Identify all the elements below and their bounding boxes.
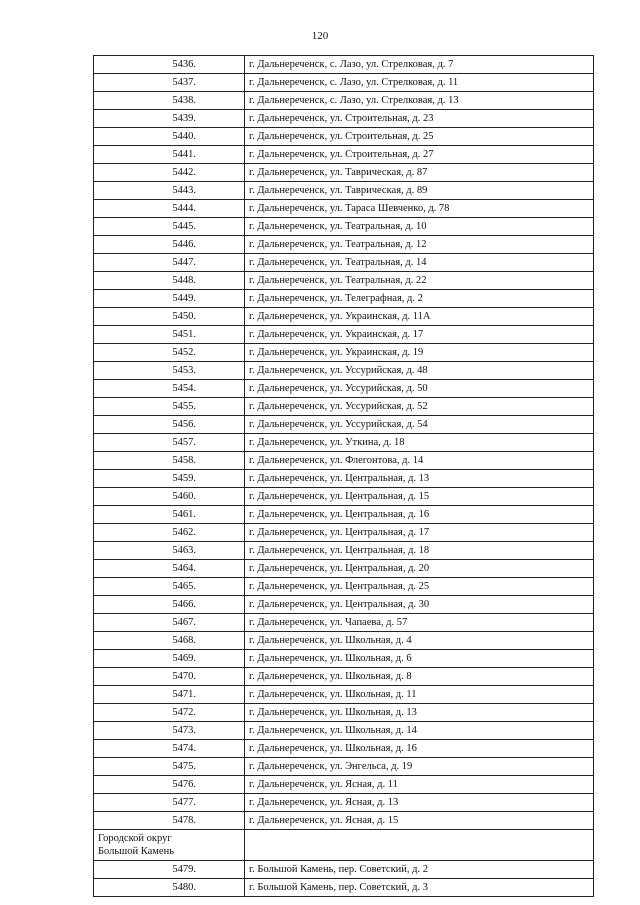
table-row	[94, 632, 594, 650]
row-address: г. Дальнереченск, ул. Строительная, д. 27	[245, 146, 594, 164]
row-number: 5458.	[94, 452, 245, 470]
section-row	[94, 830, 594, 861]
row-number: 5477.	[94, 794, 245, 812]
row-address: г. Дальнереченск, ул. Тараса Шевченко, д. 78	[245, 200, 594, 218]
table-row	[94, 506, 594, 524]
row-number: 5449.	[94, 290, 245, 308]
table-row	[94, 794, 594, 812]
table-row	[94, 254, 594, 272]
table-row	[94, 200, 594, 218]
row-address: г. Дальнереченск, ул. Школьная, д. 11	[245, 686, 594, 704]
table-row	[94, 164, 594, 182]
row-address: г. Дальнереченск, ул. Таврическая, д. 89	[245, 182, 594, 200]
row-address: г. Дальнереченск, ул. Телеграфная, д. 2	[245, 290, 594, 308]
row-number: 5456.	[94, 416, 245, 434]
row-address: г. Дальнереченск, ул. Школьная, д. 6	[245, 650, 594, 668]
row-number: 5443.	[94, 182, 245, 200]
row-number: 5479.	[94, 861, 245, 879]
row-address: г. Дальнереченск, ул. Центральная, д. 20	[245, 560, 594, 578]
table-row	[94, 861, 594, 879]
row-address: г. Дальнереченск, ул. Школьная, д. 16	[245, 740, 594, 758]
table-row	[94, 704, 594, 722]
row-number: 5451.	[94, 326, 245, 344]
table-row	[94, 74, 594, 92]
row-address: г. Дальнереченск, ул. Уссурийская, д. 48	[245, 362, 594, 380]
table-row	[94, 362, 594, 380]
row-address: г. Дальнереченск, ул. Центральная, д. 15	[245, 488, 594, 506]
row-address: г. Большой Камень, пер. Советский, д. 2	[245, 861, 594, 879]
row-address: г. Дальнереченск, ул. Ясная, д. 15	[245, 812, 594, 830]
row-number: 5480.	[94, 879, 245, 897]
row-number: 5469.	[94, 650, 245, 668]
table-row	[94, 146, 594, 164]
row-number: 5459.	[94, 470, 245, 488]
row-address: г. Дальнереченск, с. Лазо, ул. Стрелковая, д. 11	[245, 74, 594, 92]
row-number: 5444.	[94, 200, 245, 218]
row-address: г. Дальнереченск, ул. Ясная, д. 13	[245, 794, 594, 812]
row-address: г. Дальнереченск, ул. Чапаева, д. 57	[245, 614, 594, 632]
row-address: г. Дальнереченск, ул. Школьная, д. 14	[245, 722, 594, 740]
row-address: г. Дальнереченск, ул. Школьная, д. 13	[245, 704, 594, 722]
row-address: г. Дальнереченск, ул. Театральная, д. 22	[245, 272, 594, 290]
row-address: г. Дальнереченск, ул. Школьная, д. 4	[245, 632, 594, 650]
row-address: г. Дальнереченск, ул. Театральная, д. 10	[245, 218, 594, 236]
row-address: г. Дальнереченск, ул. Строительная, д. 25	[245, 128, 594, 146]
table-row	[94, 92, 594, 110]
table-row	[94, 668, 594, 686]
table-row	[94, 236, 594, 254]
row-number: 5476.	[94, 776, 245, 794]
row-number: 5454.	[94, 380, 245, 398]
table-row	[94, 434, 594, 452]
table-row	[94, 542, 594, 560]
table-row	[94, 488, 594, 506]
row-address: г. Дальнереченск, ул. Украинская, д. 17	[245, 326, 594, 344]
table-row	[94, 614, 594, 632]
row-address: г. Большой Камень, пер. Советский, д. 3	[245, 879, 594, 897]
table-row	[94, 596, 594, 614]
table-row	[94, 650, 594, 668]
row-number: 5438.	[94, 92, 245, 110]
row-number: 5446.	[94, 236, 245, 254]
table-row	[94, 344, 594, 362]
table-row	[94, 272, 594, 290]
table-row	[94, 326, 594, 344]
row-number: 5441.	[94, 146, 245, 164]
section-empty-cell	[245, 830, 594, 861]
row-address: г. Дальнереченск, ул. Центральная, д. 13	[245, 470, 594, 488]
row-number: 5448.	[94, 272, 245, 290]
address-table	[93, 55, 594, 897]
table-row	[94, 740, 594, 758]
row-number: 5437.	[94, 74, 245, 92]
row-number: 5439.	[94, 110, 245, 128]
table-row	[94, 380, 594, 398]
row-number: 5465.	[94, 578, 245, 596]
row-address: г. Дальнереченск, ул. Центральная, д. 25	[245, 578, 594, 596]
table-row	[94, 56, 594, 74]
row-address: г. Дальнереченск, ул. Украинская, д. 19	[245, 344, 594, 362]
row-number: 5455.	[94, 398, 245, 416]
table-row	[94, 879, 594, 897]
row-address: г. Дальнереченск, ул. Центральная, д. 16	[245, 506, 594, 524]
row-address: г. Дальнереченск, ул. Ясная, д. 11	[245, 776, 594, 794]
section-header-group	[94, 830, 594, 861]
address-rows-group-a	[94, 56, 594, 830]
row-address: г. Дальнереченск, ул. Уткина, д. 18	[245, 434, 594, 452]
section-title-line-2: Большой Камень	[98, 846, 174, 857]
row-number: 5468.	[94, 632, 245, 650]
row-address: г. Дальнереченск, ул. Энгельса, д. 19	[245, 758, 594, 776]
table-row	[94, 308, 594, 326]
row-number: 5440.	[94, 128, 245, 146]
row-number: 5463.	[94, 542, 245, 560]
table-row	[94, 776, 594, 794]
row-number: 5473.	[94, 722, 245, 740]
row-number: 5478.	[94, 812, 245, 830]
row-address: г. Дальнереченск, ул. Уссурийская, д. 52	[245, 398, 594, 416]
row-number: 5453.	[94, 362, 245, 380]
row-number: 5475.	[94, 758, 245, 776]
table-row	[94, 398, 594, 416]
row-number: 5472.	[94, 704, 245, 722]
row-address: г. Дальнереченск, ул. Строительная, д. 23	[245, 110, 594, 128]
table-row	[94, 560, 594, 578]
row-address: г. Дальнереченск, с. Лазо, ул. Стрелковая, д. 13	[245, 92, 594, 110]
table-row	[94, 722, 594, 740]
row-number: 5457.	[94, 434, 245, 452]
row-number: 5462.	[94, 524, 245, 542]
table-row	[94, 218, 594, 236]
table-row	[94, 524, 594, 542]
row-number: 5445.	[94, 218, 245, 236]
row-number: 5471.	[94, 686, 245, 704]
row-number: 5447.	[94, 254, 245, 272]
row-number: 5464.	[94, 560, 245, 578]
row-number: 5442.	[94, 164, 245, 182]
table-row	[94, 686, 594, 704]
row-number: 5436.	[94, 56, 245, 74]
address-rows-group-b	[94, 861, 594, 897]
table-row	[94, 812, 594, 830]
row-number: 5470.	[94, 668, 245, 686]
row-number: 5460.	[94, 488, 245, 506]
table-row	[94, 758, 594, 776]
section-title-cell	[94, 830, 245, 861]
page-number: 120	[311, 30, 329, 42]
row-number: 5466.	[94, 596, 245, 614]
table-row	[94, 578, 594, 596]
table-row	[94, 128, 594, 146]
row-number: 5461.	[94, 506, 245, 524]
row-address: г. Дальнереченск, ул. Театральная, д. 12	[245, 236, 594, 254]
row-address: г. Дальнереченск, с. Лазо, ул. Стрелковая, д. 7	[245, 56, 594, 74]
row-address: г. Дальнереченск, ул. Школьная, д. 8	[245, 668, 594, 686]
row-number: 5450.	[94, 308, 245, 326]
row-address: г. Дальнереченск, ул. Центральная, д. 30	[245, 596, 594, 614]
table-row	[94, 182, 594, 200]
table-row	[94, 110, 594, 128]
row-address: г. Дальнереченск, ул. Центральная, д. 17	[245, 524, 594, 542]
section-title-line-1: Городской округ	[98, 833, 172, 844]
row-number: 5474.	[94, 740, 245, 758]
row-address: г. Дальнереченск, ул. Театральная, д. 14	[245, 254, 594, 272]
table-row	[94, 290, 594, 308]
table-row	[94, 470, 594, 488]
row-number: 5467.	[94, 614, 245, 632]
row-address: г. Дальнереченск, ул. Уссурийская, д. 50	[245, 380, 594, 398]
row-address: г. Дальнереченск, ул. Таврическая, д. 87	[245, 164, 594, 182]
table-row	[94, 416, 594, 434]
row-address: г. Дальнереченск, ул. Центральная, д. 18	[245, 542, 594, 560]
row-address: г. Дальнереченск, ул. Уссурийская, д. 54	[245, 416, 594, 434]
row-number: 5452.	[94, 344, 245, 362]
row-address: г. Дальнереченск, ул. Украинская, д. 11А	[245, 308, 594, 326]
row-address: г. Дальнереченск, ул. Флегонтова, д. 14	[245, 452, 594, 470]
table-row	[94, 452, 594, 470]
